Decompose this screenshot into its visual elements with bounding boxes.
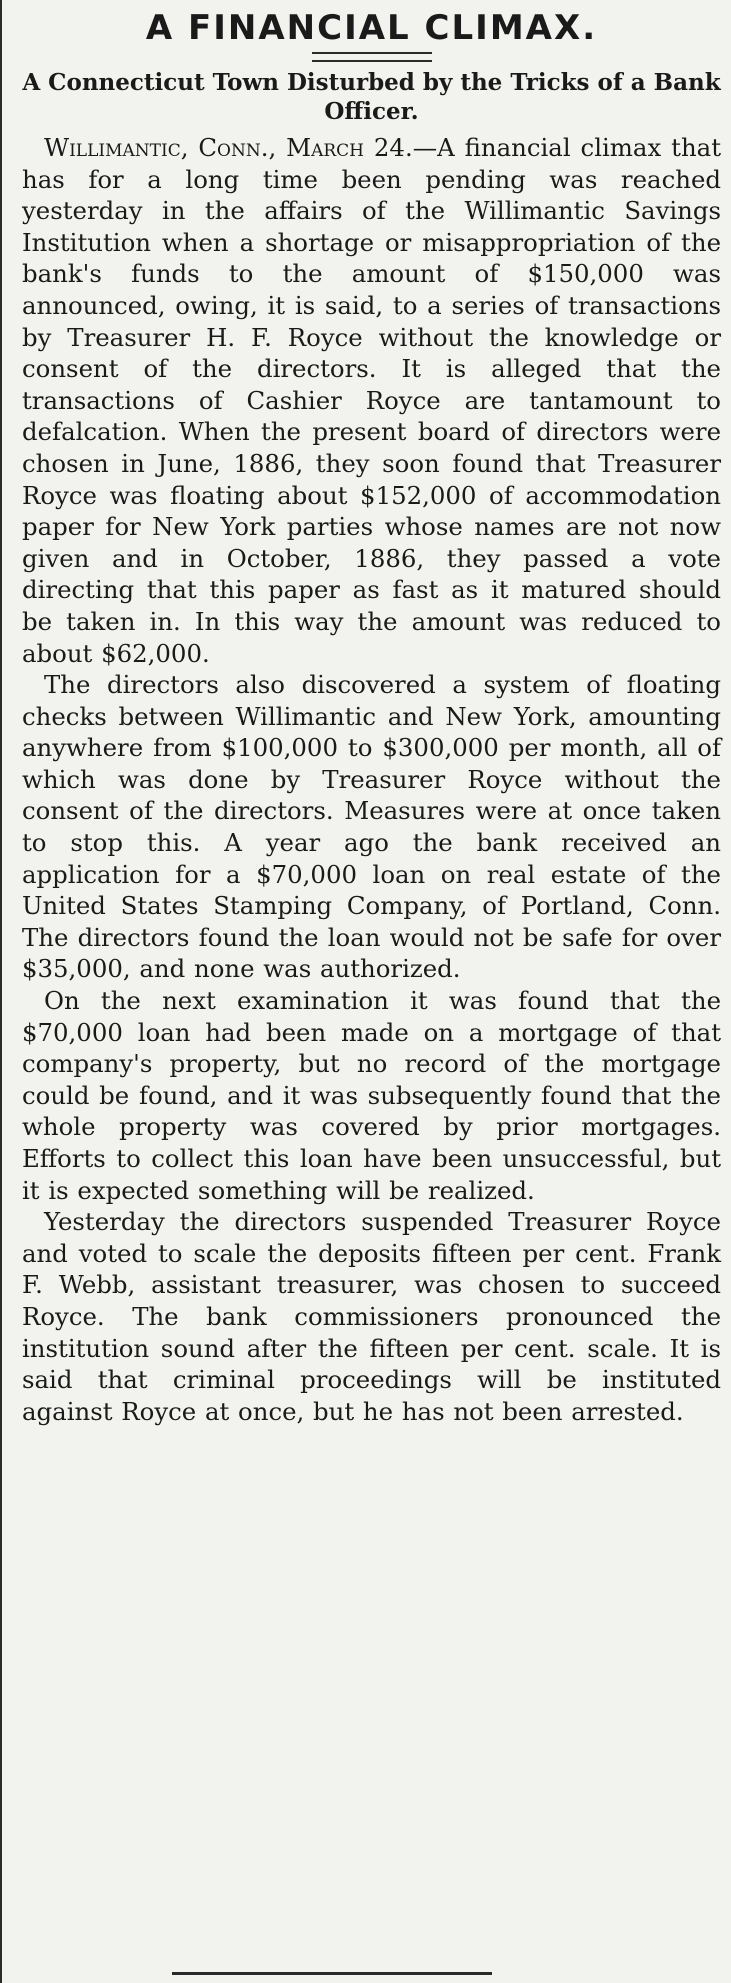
paragraph-text: —A financial climax that has for a long time been pending was reached yesterday in the affairs of the Willimantic Savings Institution when a shortage or misappropriation of the bank's funds to the amount of $150,000 was announced, owing, it is said, to a series of transactions by Treasurer H. F. Royce without the knowledge or consent of the directors. It is alleged that the transactions of Cashier Royce are tantamount to defalcation. When the present board of directors were chosen in June, 1886, they soon found that Treasurer Royce was floating about $152,000 of accommodation paper for New York parties whose names are not now given and in October, 1886, they passed a vote directing that this paper as fast as it matured should be taken in. In this way the amount was reduced to about $62,000. (22, 133, 721, 668)
article-body (22, 132, 721, 1427)
article-paragraph (22, 132, 721, 669)
column-end-rule (172, 1972, 492, 1981)
subheadline: A Connecticut Town Disturbed by the Tricks of a Bank Officer. (22, 69, 721, 125)
dateline: Willimantic, Conn., March 24. (44, 133, 413, 162)
article-paragraph: Yesterday the directors suspended Treasurer Royce and voted to scale the deposits fifteen per cent. Frank F. Webb, assistant treasurer, was chosen to succeed Royce. The bank commissioners pronounced the institution sound after the fifteen per cent. scale. It is said that criminal proceedings will be instituted against Royce at once, but he has not been arrested. (22, 1207, 721, 1426)
article-paragraph: The directors also discovered a system of floating checks between Willimantic and New York, amounting anywhere from $100,000 to $300,000 per month, all of which was done by Treasurer Royce without the consent of the directors. Measures were at once taken to stop this. A year ago the bank received an application for a $70,000 loan on real estate of the United States Stamping Company, of Portland, Conn. The directors found the loan would not be safe for over $35,000, and none was authorized. (22, 670, 721, 984)
article-paragraph: On the next examination it was found that the $70,000 loan had been made on a mortgage of that company's property, but no record of the mortgage could be found, and it was subsequently found that the whole property was covered by prior mortgages. Efforts to collect this loan have been unsuccessful, but it is expected something will be realized. (22, 986, 721, 1205)
headline: A FINANCIAL CLIMAX. (145, 8, 598, 48)
headline-rule (312, 52, 432, 62)
